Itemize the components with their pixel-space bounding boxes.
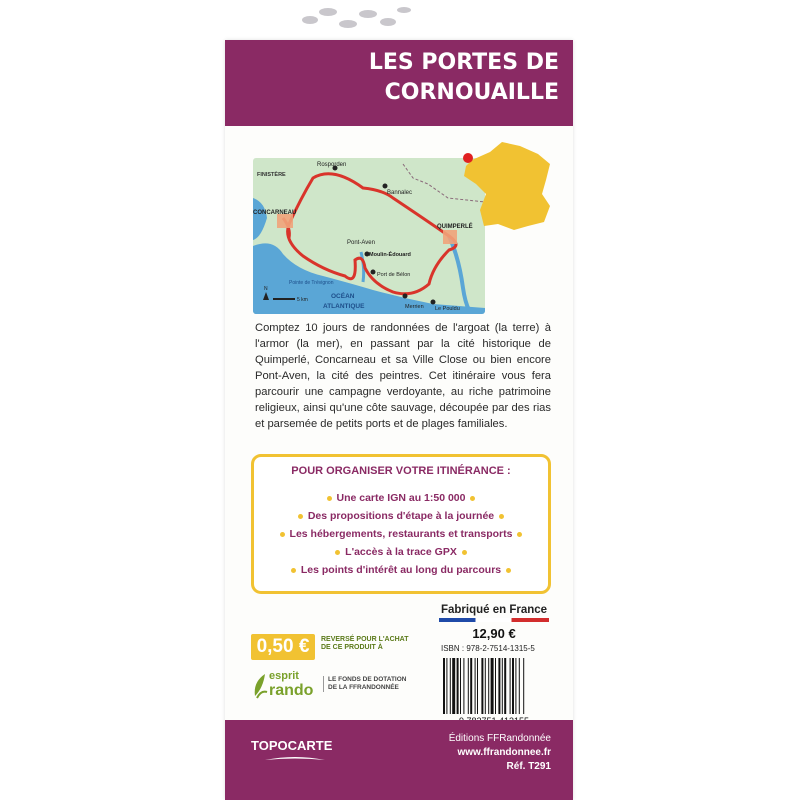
- map-label-north: N: [264, 286, 268, 292]
- map-label-rosporden: Rosporden: [317, 162, 347, 168]
- bullet-icon: [291, 568, 296, 573]
- french-flag-stripe: [439, 618, 549, 622]
- cover-title-line2: CORNOUAILLE: [384, 80, 559, 105]
- map-label-finistere: FINISTÈRE: [257, 172, 286, 178]
- bullet-icon: [298, 514, 303, 519]
- map-label-port-de-belon: Port de Bélon: [377, 272, 411, 278]
- barcode: [441, 658, 549, 714]
- map-label-bannalec: Bannalec: [387, 190, 413, 196]
- map-label-ocean: OCÉAN: [331, 293, 355, 300]
- bullet-icon: [462, 550, 467, 555]
- description-text: Comptez 10 jours de randonnées de l'argoat (la terre) à l'armor (la mer), en passant par la cité historique de Quimperlé, Concarneau et sa Ville Close ou bien encore Pont-Aven, la cité des peintres. Cet itinéraire vous fera parcourir une campagne verdoyante, au riche patrimoine religieux, ainsi qu'une côte sauvage, découpée par des rias et parsemée de petits ports et de plages familiales.: [255, 322, 551, 430]
- organize-title: POUR ORGANISER VOTRE ITINÉRANCE :: [291, 465, 511, 477]
- publisher-info: [449, 732, 551, 774]
- map-label-moulin-edouard: Moulin-Édouard: [369, 252, 411, 258]
- list-item: Des propositions d'étape à la journée: [254, 507, 548, 525]
- topocarte-logo: TOPOCARTE: [251, 738, 333, 753]
- logo-rando: rando: [269, 682, 314, 699]
- fund-text: LE FONDS DE DOTATION DE LA FFRANDONNÉE: [323, 676, 413, 692]
- publisher-name: Éditions FFRandonnée: [448, 733, 551, 744]
- donation-amount: 0,50 €: [251, 634, 315, 660]
- location-marker-icon: [463, 153, 473, 163]
- bullet-icon: [499, 514, 504, 519]
- map-label-merrien: Merrien: [405, 304, 424, 310]
- map-label-quimperle: QUIMPERLÉ: [437, 224, 473, 230]
- esprit-rando-logo: [251, 670, 315, 704]
- isbn: ISBN : 978-2-7514-1315-5: [441, 644, 535, 653]
- leaf-icon: [251, 670, 269, 700]
- map-label-pont-aven: Pont-Aven: [347, 240, 375, 246]
- footprints-decoration: [290, 0, 420, 40]
- bullet-icon: [327, 496, 332, 501]
- esprit-rando-donation: [251, 634, 431, 706]
- bullet-icon: [280, 532, 285, 537]
- list-item: Une carte IGN au 1:50 000: [254, 489, 548, 507]
- cover-title-line1: LES PORTES DE: [368, 50, 559, 75]
- bullet-icon: [517, 532, 522, 537]
- footer-band: [225, 720, 573, 800]
- map-label-atlantique: ATLANTIQUE: [323, 303, 365, 310]
- bullet-icon: [506, 568, 511, 573]
- france-locator-map: [462, 138, 558, 234]
- reference-code: Réf. T291: [506, 761, 551, 772]
- publisher-url: www.ffrandonnee.fr: [457, 747, 551, 758]
- list-item: Les hébergements, restaurants et transports: [254, 525, 548, 543]
- organize-list: [254, 489, 548, 579]
- made-in-france: Fabriqué en France: [440, 604, 548, 616]
- title-band: [225, 40, 573, 126]
- guide-back-cover: [225, 40, 573, 800]
- price: 12,90 €: [472, 626, 516, 641]
- list-item: L'accès à la trace GPX: [254, 543, 548, 561]
- map-label-pointe-trevignon: Pointe de Trévignon: [289, 280, 334, 286]
- bullet-icon: [470, 496, 475, 501]
- price-block: [435, 604, 553, 736]
- donation-text: REVERSÉ POUR L'ACHAT DE CE PRODUIT À: [321, 636, 409, 651]
- route-map: [253, 158, 485, 314]
- list-item: Les points d'intérêt au long du parcours: [254, 561, 548, 579]
- organize-box: [251, 454, 551, 594]
- logo-esprit: esprit: [269, 670, 299, 682]
- map-scale-label: 5 km: [297, 297, 308, 303]
- bullet-icon: [335, 550, 340, 555]
- map-label-concarneau: CONCARNEAU: [253, 210, 297, 216]
- map-label-le-pouldu: Le Pouldu: [435, 306, 460, 312]
- topocarte-swoosh-icon: [265, 754, 325, 764]
- scale-bar: [273, 298, 295, 300]
- cover-title: [259, 48, 559, 108]
